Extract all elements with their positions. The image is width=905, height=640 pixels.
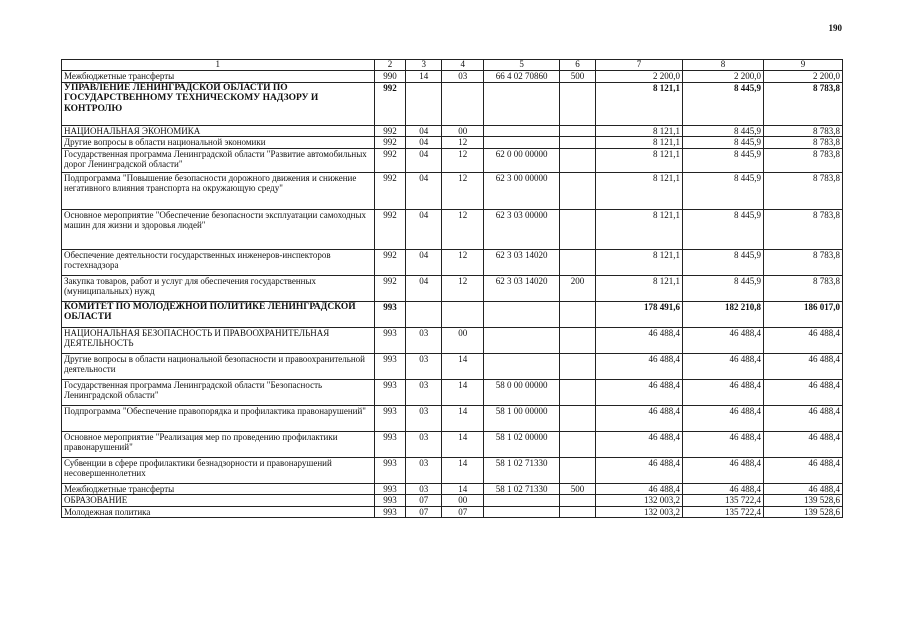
- section-code: 04: [406, 172, 442, 209]
- amount-year-3: 46 488,4: [764, 457, 843, 483]
- subsection-code: 14: [442, 457, 484, 483]
- column-header: 7: [595, 60, 682, 71]
- amount-year-3: 46 488,4: [764, 431, 843, 457]
- section-code: 03: [406, 327, 442, 353]
- budget-table: [61, 59, 843, 518]
- target-article-code: [484, 495, 560, 507]
- row-name: НАЦИОНАЛЬНАЯ ЭКОНОМИКА: [62, 125, 375, 137]
- ministry-code: 992: [374, 137, 406, 149]
- expense-type-code: 500: [560, 483, 596, 495]
- amount-year-3: 46 488,4: [764, 405, 843, 431]
- table-row: [62, 275, 843, 301]
- table-row: [62, 82, 843, 125]
- amount-year-1: 2 200,0: [595, 71, 682, 83]
- amount-year-1: 8 121,1: [595, 172, 682, 209]
- table-row: [62, 405, 843, 431]
- amount-year-2: 135 722,4: [683, 495, 764, 507]
- section-code: 03: [406, 483, 442, 495]
- subsection-code: 00: [442, 327, 484, 353]
- ministry-code: 993: [374, 495, 406, 507]
- table-row: [62, 148, 843, 172]
- column-header: 3: [406, 60, 442, 71]
- expense-type-code: [560, 301, 596, 327]
- amount-year-3: 8 783,8: [764, 148, 843, 172]
- subsection-code: 12: [442, 172, 484, 209]
- target-article-code: [484, 301, 560, 327]
- row-name: НАЦИОНАЛЬНАЯ БЕЗОПАСНОСТЬ И ПРАВООХРАНИТЕЛЬНАЯ ДЕЯТЕЛЬНОСТЬ: [62, 327, 375, 353]
- row-name: Подпрограмма "Обеспечение правопорядка и профилактика правонарушений": [62, 405, 375, 431]
- table-row: [62, 209, 843, 249]
- amount-year-2: 2 200,0: [683, 71, 764, 83]
- amount-year-1: 46 488,4: [595, 327, 682, 353]
- subsection-code: 00: [442, 495, 484, 507]
- amount-year-3: 139 528,6: [764, 506, 843, 518]
- ministry-code: 993: [374, 379, 406, 405]
- amount-year-1: 132 003,2: [595, 495, 682, 507]
- target-article-code: 62 3 03 14020: [484, 249, 560, 275]
- target-article-code: 66 4 02 70860: [484, 71, 560, 83]
- expense-type-code: [560, 148, 596, 172]
- amount-year-2: 46 488,4: [683, 327, 764, 353]
- subsection-code: 12: [442, 275, 484, 301]
- table-row: [62, 125, 843, 137]
- amount-year-3: 8 783,8: [764, 172, 843, 209]
- subsection-code: 12: [442, 137, 484, 149]
- amount-year-2: 46 488,4: [683, 405, 764, 431]
- target-article-code: 62 3 03 00000: [484, 209, 560, 249]
- ministry-code: 993: [374, 431, 406, 457]
- section-code: 04: [406, 148, 442, 172]
- expense-type-code: 500: [560, 71, 596, 83]
- amount-year-1: 46 488,4: [595, 353, 682, 379]
- amount-year-2: 8 445,9: [683, 249, 764, 275]
- ministry-code: 993: [374, 327, 406, 353]
- table-row: [62, 379, 843, 405]
- row-name: Государственная программа Ленинградской области "Развитие автомобильных дорог Ленинградской области": [62, 148, 375, 172]
- amount-year-1: 8 121,1: [595, 148, 682, 172]
- row-name: КОМИТЕТ ПО МОЛОДЕЖНОЙ ПОЛИТИКЕ ЛЕНИНГРАДСКОЙ ОБЛАСТИ: [62, 301, 375, 327]
- amount-year-2: 8 445,9: [683, 148, 764, 172]
- section-code: 14: [406, 71, 442, 83]
- amount-year-1: 46 488,4: [595, 483, 682, 495]
- amount-year-3: 2 200,0: [764, 71, 843, 83]
- subsection-code: 14: [442, 353, 484, 379]
- amount-year-1: 46 488,4: [595, 379, 682, 405]
- section-code: 03: [406, 457, 442, 483]
- column-header: 4: [442, 60, 484, 71]
- subsection-code: [442, 82, 484, 125]
- amount-year-1: 8 121,1: [595, 249, 682, 275]
- table-row: [62, 249, 843, 275]
- amount-year-1: 132 003,2: [595, 506, 682, 518]
- amount-year-1: 8 121,1: [595, 137, 682, 149]
- target-article-code: [484, 125, 560, 137]
- expense-type-code: 200: [560, 275, 596, 301]
- subsection-code: 07: [442, 506, 484, 518]
- amount-year-3: 139 528,6: [764, 495, 843, 507]
- table-row: [62, 457, 843, 483]
- table-row: [62, 327, 843, 353]
- row-name: Субвенции в сфере профилактики безнадзорности и правонарушений несовершеннолетних: [62, 457, 375, 483]
- expense-type-code: [560, 327, 596, 353]
- section-code: 07: [406, 495, 442, 507]
- row-name: УПРАВЛЕНИЕ ЛЕНИНГРАДСКОЙ ОБЛАСТИ ПО ГОСУДАРСТВЕННОМУ ТЕХНИЧЕСКОМУ НАДЗОРУ И КОНТРОЛЮ: [62, 82, 375, 125]
- amount-year-1: 46 488,4: [595, 457, 682, 483]
- expense-type-code: [560, 495, 596, 507]
- row-name: Закупка товаров, работ и услуг для обеспечения государственных (муниципальных) нужд: [62, 275, 375, 301]
- row-name: ОБРАЗОВАНИЕ: [62, 495, 375, 507]
- table-row: [62, 172, 843, 209]
- table-row: [62, 483, 843, 495]
- target-article-code: 58 1 02 71330: [484, 483, 560, 495]
- table-row: [62, 71, 843, 83]
- subsection-code: 14: [442, 379, 484, 405]
- expense-type-code: [560, 249, 596, 275]
- column-header: 8: [683, 60, 764, 71]
- ministry-code: 992: [374, 148, 406, 172]
- ministry-code: 992: [374, 249, 406, 275]
- amount-year-3: 46 488,4: [764, 327, 843, 353]
- row-name: Подпрограмма "Повышение безопасности дорожного движения и снижение негативного влияния транспорта на окружающую среду": [62, 172, 375, 209]
- expense-type-code: [560, 125, 596, 137]
- amount-year-3: 46 488,4: [764, 379, 843, 405]
- column-header: 9: [764, 60, 843, 71]
- ministry-code: 992: [374, 172, 406, 209]
- amount-year-2: 46 488,4: [683, 379, 764, 405]
- section-code: 03: [406, 431, 442, 457]
- table-row: [62, 137, 843, 149]
- subsection-code: 14: [442, 483, 484, 495]
- target-article-code: [484, 327, 560, 353]
- column-header: 6: [560, 60, 596, 71]
- section-code: [406, 82, 442, 125]
- target-article-code: 58 1 02 00000: [484, 431, 560, 457]
- row-name: Основное мероприятие "Реализация мер по проведению профилактики правонарушений": [62, 431, 375, 457]
- section-code: 03: [406, 379, 442, 405]
- amount-year-3: 8 783,8: [764, 249, 843, 275]
- subsection-code: 14: [442, 405, 484, 431]
- row-name: Молодежная политика: [62, 506, 375, 518]
- ministry-code: 992: [374, 275, 406, 301]
- amount-year-3: 46 488,4: [764, 483, 843, 495]
- table-row: [62, 301, 843, 327]
- amount-year-1: 8 121,1: [595, 125, 682, 137]
- section-code: 03: [406, 405, 442, 431]
- row-name: Межбюджетные трансферты: [62, 71, 375, 83]
- amount-year-1: 8 121,1: [595, 82, 682, 125]
- amount-year-1: 46 488,4: [595, 431, 682, 457]
- ministry-code: 992: [374, 209, 406, 249]
- section-code: 04: [406, 125, 442, 137]
- table-header-row: [62, 60, 843, 71]
- expense-type-code: [560, 82, 596, 125]
- row-name: Обеспечение деятельности государственных инженеров-инспекторов гостехнадзора: [62, 249, 375, 275]
- expense-type-code: [560, 457, 596, 483]
- amount-year-3: 46 488,4: [764, 353, 843, 379]
- target-article-code: [484, 353, 560, 379]
- section-code: 03: [406, 353, 442, 379]
- target-article-code: [484, 137, 560, 149]
- column-header: 2: [374, 60, 406, 71]
- row-name: Государственная программа Ленинградской области "Безопасность Ленинградской области": [62, 379, 375, 405]
- subsection-code: 00: [442, 125, 484, 137]
- amount-year-3: 8 783,8: [764, 82, 843, 125]
- amount-year-1: 8 121,1: [595, 275, 682, 301]
- target-article-code: 58 0 00 00000: [484, 379, 560, 405]
- page-number: 190: [828, 23, 842, 33]
- target-article-code: 62 3 03 14020: [484, 275, 560, 301]
- ministry-code: 992: [374, 125, 406, 137]
- target-article-code: 62 0 00 00000: [484, 148, 560, 172]
- amount-year-2: 46 488,4: [683, 457, 764, 483]
- amount-year-2: 8 445,9: [683, 137, 764, 149]
- amount-year-2: 8 445,9: [683, 82, 764, 125]
- amount-year-3: 8 783,8: [764, 209, 843, 249]
- amount-year-2: 46 488,4: [683, 431, 764, 457]
- column-header: 1: [62, 60, 375, 71]
- row-name: Межбюджетные трансферты: [62, 483, 375, 495]
- target-article-code: [484, 82, 560, 125]
- target-article-code: 62 3 00 00000: [484, 172, 560, 209]
- target-article-code: 58 1 02 71330: [484, 457, 560, 483]
- subsection-code: 12: [442, 249, 484, 275]
- expense-type-code: [560, 172, 596, 209]
- target-article-code: [484, 506, 560, 518]
- amount-year-2: 46 488,4: [683, 353, 764, 379]
- ministry-code: 993: [374, 506, 406, 518]
- amount-year-2: 135 722,4: [683, 506, 764, 518]
- table-row: [62, 506, 843, 518]
- ministry-code: 993: [374, 301, 406, 327]
- section-code: [406, 301, 442, 327]
- ministry-code: 993: [374, 405, 406, 431]
- section-code: 04: [406, 209, 442, 249]
- table-body: [62, 71, 843, 518]
- row-name: Другие вопросы в области национальной экономики: [62, 137, 375, 149]
- expense-type-code: [560, 379, 596, 405]
- column-header: 5: [484, 60, 560, 71]
- expense-type-code: [560, 506, 596, 518]
- amount-year-2: 182 210,8: [683, 301, 764, 327]
- section-code: 04: [406, 249, 442, 275]
- ministry-code: 993: [374, 457, 406, 483]
- expense-type-code: [560, 431, 596, 457]
- amount-year-3: 8 783,8: [764, 275, 843, 301]
- section-code: 04: [406, 275, 442, 301]
- section-code: 07: [406, 506, 442, 518]
- row-name: Другие вопросы в области национальной безопасности и правоохранительной деятельности: [62, 353, 375, 379]
- subsection-code: [442, 301, 484, 327]
- ministry-code: 993: [374, 353, 406, 379]
- amount-year-2: 46 488,4: [683, 483, 764, 495]
- amount-year-3: 8 783,8: [764, 125, 843, 137]
- amount-year-2: 8 445,9: [683, 172, 764, 209]
- ministry-code: 993: [374, 483, 406, 495]
- table-row: [62, 495, 843, 507]
- amount-year-1: 8 121,1: [595, 209, 682, 249]
- subsection-code: 14: [442, 431, 484, 457]
- amount-year-2: 8 445,9: [683, 275, 764, 301]
- expense-type-code: [560, 353, 596, 379]
- ministry-code: 992: [374, 82, 406, 125]
- amount-year-3: 8 783,8: [764, 137, 843, 149]
- amount-year-3: 186 017,0: [764, 301, 843, 327]
- section-code: 04: [406, 137, 442, 149]
- amount-year-1: 178 491,6: [595, 301, 682, 327]
- target-article-code: 58 1 00 00000: [484, 405, 560, 431]
- expense-type-code: [560, 137, 596, 149]
- subsection-code: 12: [442, 148, 484, 172]
- amount-year-2: 8 445,9: [683, 209, 764, 249]
- expense-type-code: [560, 209, 596, 249]
- subsection-code: 12: [442, 209, 484, 249]
- amount-year-2: 8 445,9: [683, 125, 764, 137]
- amount-year-1: 46 488,4: [595, 405, 682, 431]
- row-name: Основное мероприятие "Обеспечение безопасности эксплуатации самоходных машин для жизни и здоровья людей": [62, 209, 375, 249]
- subsection-code: 03: [442, 71, 484, 83]
- ministry-code: 990: [374, 71, 406, 83]
- table-row: [62, 431, 843, 457]
- expense-type-code: [560, 405, 596, 431]
- table-row: [62, 353, 843, 379]
